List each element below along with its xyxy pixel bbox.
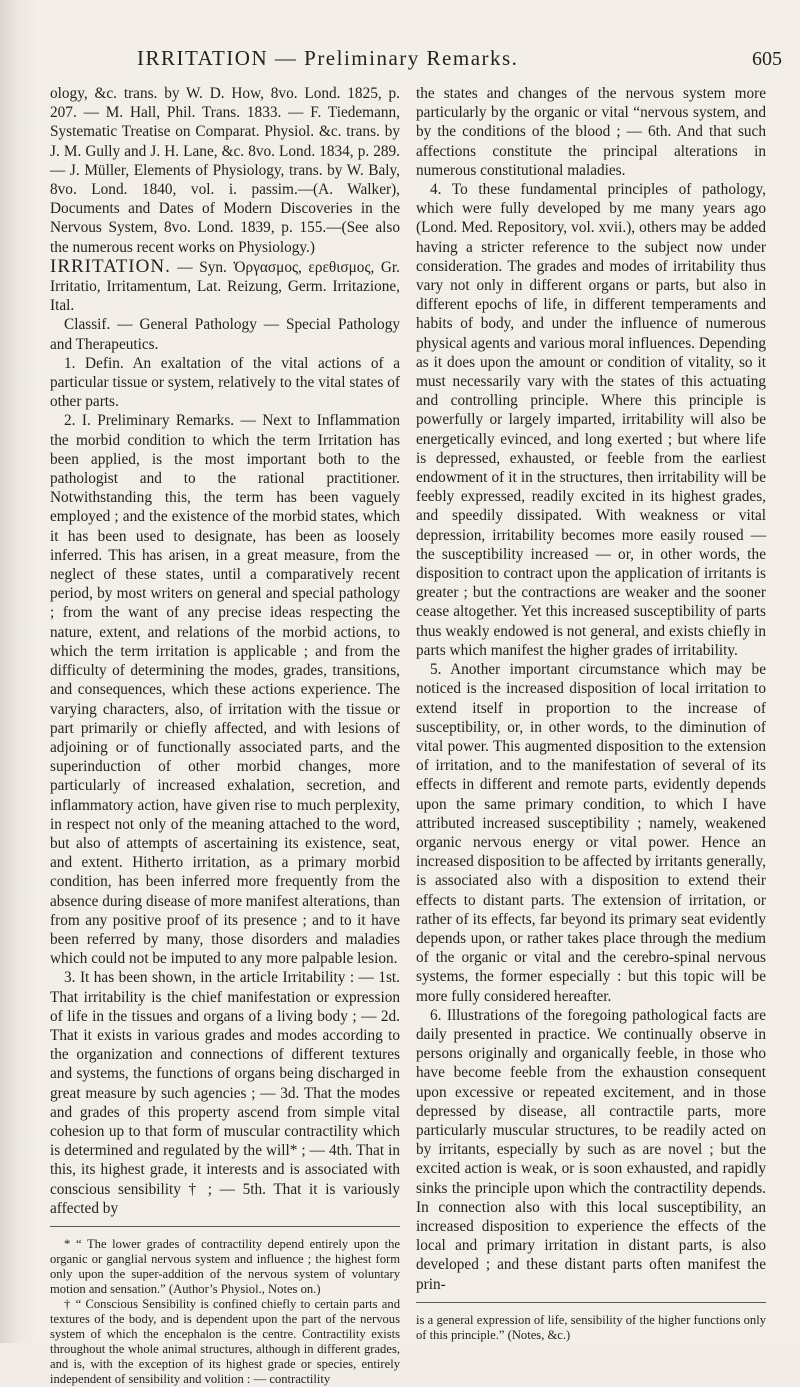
- page-number: 605: [752, 48, 782, 70]
- classification: Classif. — General Pathology — Special Pathology and Therapeutics.: [50, 316, 400, 353]
- bibliography-continuation: ology, &c. trans. by W. D. How, 8vo. Lond. 1825, p. 207. — M. Hall, Phil. Trans. 1833. — F. Tiedemann, Systematic Treatise on Comparat. Physiol. &c. trans. by J. M. Gully and J. H. Lane, &c. 8vo. Lond. 1834, p. 289. — J. Müller, Elements of Physiology, trans. by W. Baly, 8vo. Lond. 1840, vol. i. passim.—(A. Walker), Documents and Dates of Modern Discoveries in the Nervous System, 8vo. Lond. 1839, p. 155.—(See also the numerous recent works on Physiology.): [50, 85, 400, 256]
- paragraph-3: 3. It has been shown, in the article Irritability : — 1st. That irritability is the chief manifestation or expression of life in the tissues and organs of a living body ; — 2d. That it exists in various grades and modes according to the organization and connections of different textures and systems, the functions of organs being discharged in great measure by such agencies ; — 3d. That the modes and grades of this property ascend from simple vital cohesion up to that form of muscular contractility which is determined and regulated by the will* ; — 4th. That in this, its highest grade, it interests and is associated with conscious sensibility † ; — 5th. That it is variously affected by: [50, 969, 400, 1217]
- footnote-2-continued: is a general expression of life, sensibility of the higher functions only of this principle.” (Notes, &c.): [416, 1312, 766, 1342]
- footnote-continuation: [416, 1313, 766, 1343]
- paragraph-4: 4. To these fundamental principles of pathology, which were fully developed by me many years ago (Lond. Med. Repository, vol. xvii.), others may be added having a stricter reference to the subject now under consideration. The grades and modes of irritability thus vary not only in different organs or parts, but also in different epochs of life, in different temperaments and habits of body, and under the influence of numerous physical agents and various moral influences. Depending as it does upon the amount or condition of vitality, so it must necessarily vary with the states of this actuating and controlling principle. Where this principle is powerfully or largely imparted, irritability will also be energetically evinced, and long exerted ; but where life is depressed, exhausted, or feeble from the earliest endowment of it in the structures, then irritability will be feebly expressed, readily excited in its highest grades, and speedily dissipated. With weakness or vital depression, irritability becomes more easily roused — the susceptibility increased — or, in other words, the disposition to contract upon the application of irritants is greater ; but the contractions are weaker and the sooner cease altogether. Yet this increased susceptibility of parts thus weakly endowed is not general, and exists chiefly in parts which manifest the higher grades of irritability.: [416, 181, 766, 659]
- running-header: [22, 46, 782, 76]
- article-heading: [50, 257, 400, 316]
- running-title: IRRITATION — Preliminary Remarks.: [137, 46, 519, 70]
- footnote-2: † “ Conscious Sensibility is confined chiefly to certain parts and textures of the body, and is dependent upon the part of the nervous system of which the encephalon is the centre. Contractility exists throughout the whole animal structures, although in different grades, and is, with the exception of its highest grade or species, entirely independent of sensibility and volition : — contractility: [50, 1296, 400, 1386]
- footnote-1: * “ The lower grades of contractility depend entirely upon the organic or ganglial nervous system and influence ; the highest form only upon the super-addition of the nervous system of voluntary motion and sensation.” (Author’s Physiol., Notes on.): [50, 1236, 400, 1296]
- right-column: [416, 84, 766, 1343]
- definition: 1. Defin. An exaltation of the vital actions of a particular tissue or system, relatively to the vital states of other parts.: [50, 354, 400, 411]
- paragraph-continuation: the states and changes of the nervous system more particularly by the organic or vital “nervous system, and by the conditions of the blood ; — 6th. And that such affections constitute the principal alterations in numerous constitutional maladies.: [416, 85, 766, 179]
- paragraph-2: 2. I. Preliminary Remarks. — Next to Inflammation the morbid condition to which the term Irritation has been applied, is the most important both to the pathologist and to the rational practitioner. Notwithstanding this, the term has been vaguely employed ; and the existence of the morbid states, which it has been used to designate, has been as loosely inferred. This has arisen, in a great measure, from the neglect of these states, until a comparatively recent period, by most writers on general and special pathology ; from the want of any precise ideas respecting the nature, extent, and relations of the morbid actions, to which the term irritation is applicable ; and from the difficulty of determining the modes, grades, transitions, and consequences, which these actions experience. The varying characters, also, of irritation with the tissue or part primarily or chiefly affected, and with lesions of adjoining or of functionally associated parts, and the superinduction of other morbid changes, more particularly of increased exhalation, secretion, and inflammatory action, have given rise to much perplexity, in respect not only of the meaning attached to the word, but also of attempts of ascertaining its existence, seat, and extent. Hitherto irritation, as a primary morbid condition, has been inferred more frequently from the absence during disease of more manifest alterations, than from any positive proof of its presence ; and to it have been referred by many, those disorders and maladies which could not be imputed to any more palpable lesion.: [50, 412, 401, 968]
- paragraph-5: 5. Another important circumstance which may be noticed is the increased disposition of local irritation to extend itself in proportion to the increase of susceptibility, or, in other words, to the diminution of vital power. This augmented disposition to the extension of irritation, and to the manifestation of several of its effects in different and remote parts, evidently depends upon the same primary condition, to which I have attributed increased susceptibility ; namely, weakened organic nervous energy or vital power. Hence an increased disposition to be affected by irritants generally, is associated also with a disposition to extend their effects to distant parts. The extension of irritation, or rather of its effects, far beyond its primary seat evidently depends upon, or rather takes place through the medium of the organic or vital and the cerebro-spinal nervous systems, the former especially : but this topic will be more fully considered hereafter.: [416, 661, 766, 1005]
- synonyms: — Syn. Ὀργασμος, ερεθισμος, Gr. Irritatio, Irritamentum, Lat. Reizung, Germ. Irritazione, Ital.: [50, 258, 400, 315]
- paragraph-6: 6. Illustrations of the foregoing pathological facts are daily presented in practice. We continually observe in persons originally and organically feeble, in those who have become feeble from the exhaustion consequent upon excessive or repeated excitement, and in those depressed by disease, all contractile parts, more particularly muscular structures, to be readily acted on by irritants, especially by such as are novel ; but the excited action is weak, or is soon exhausted, and rapidly sinks the principle upon which the contractility depends. In connection also with this local susceptibility, an increased disposition to experience the effects of the local and primary irritation in distant parts, is also developed ; and these distant parts often manifest the prin-: [416, 1006, 766, 1293]
- footnotes: [50, 1237, 400, 1387]
- left-column: [50, 84, 400, 1387]
- heading-word: IRRITATION.: [50, 255, 171, 277]
- footnote-divider: [50, 1226, 400, 1227]
- footnote-divider-right: [416, 1302, 766, 1303]
